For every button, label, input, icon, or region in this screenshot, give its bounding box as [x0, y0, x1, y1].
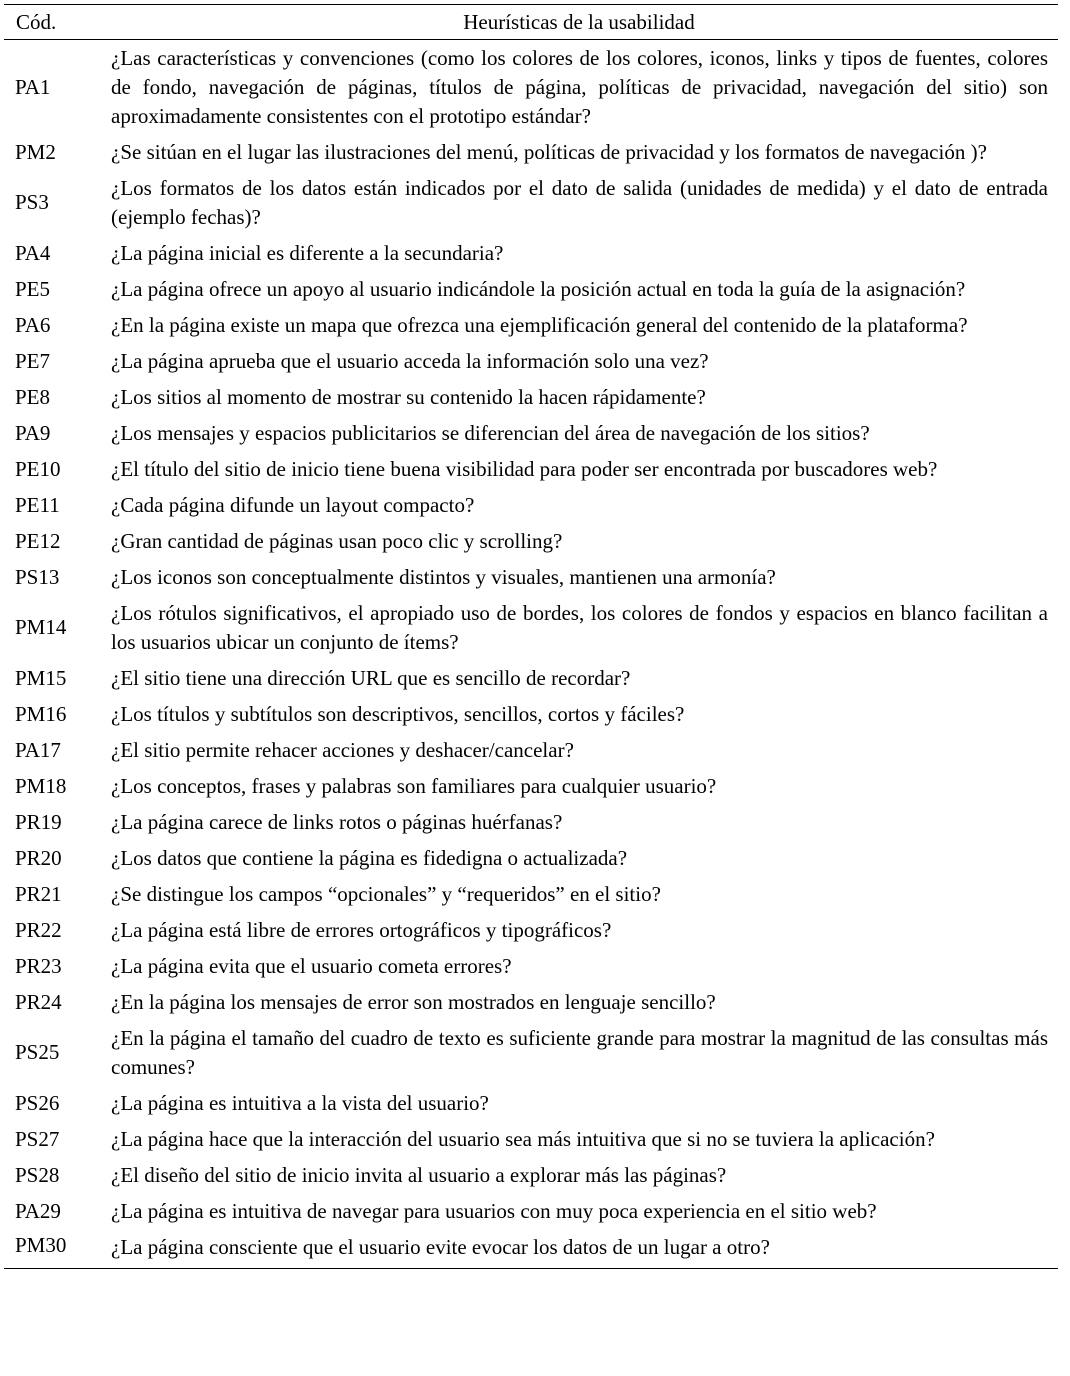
table-header [4, 5, 1058, 40]
heuristics-document [4, 4, 1058, 1269]
heuristic-code: PA1 [15, 74, 51, 99]
table-row [4, 1085, 1058, 1121]
table-row [4, 487, 1058, 523]
heuristic-question: ¿Cada página difunde un layout compacto? [111, 492, 475, 517]
table-row [4, 40, 1058, 135]
table-row [4, 415, 1058, 451]
heuristic-code: PR22 [15, 917, 62, 942]
heuristic-code: PR19 [15, 809, 62, 834]
heuristic-question: ¿El diseño del sitio de inicio invita al usuario a explorar más las páginas? [111, 1162, 727, 1187]
heuristic-code: PS28 [15, 1162, 60, 1187]
heuristic-question: ¿La página aprueba que el usuario acceda la información solo una vez? [111, 348, 709, 373]
heuristic-code: PR21 [15, 881, 62, 906]
heuristic-code: PA17 [15, 737, 61, 762]
heuristic-question: ¿Los datos que contiene la página es fidedigna o actualizada? [111, 845, 628, 870]
table-row [4, 696, 1058, 732]
heuristic-question: ¿Se distingue los campos “opcionales” y “requeridos” en el sitio? [111, 881, 661, 906]
table-row [4, 876, 1058, 912]
heuristic-code: PE7 [15, 348, 51, 373]
heuristic-question: ¿La página hace que la interacción del usuario sea más intuitiva que si no se tuviera la aplicación? [111, 1126, 935, 1151]
heuristic-code: PS26 [15, 1090, 60, 1115]
heuristic-code: PM16 [15, 701, 67, 726]
heuristic-question: ¿Gran cantidad de páginas usan poco clic y scrolling? [111, 528, 563, 553]
heuristic-question: ¿La página carece de links rotos o páginas huérfanas? [111, 809, 563, 834]
table-row [4, 912, 1058, 948]
heuristic-code: PM18 [15, 773, 67, 798]
table-row [4, 235, 1058, 271]
table-row [4, 732, 1058, 768]
heuristic-question: ¿En la página los mensajes de error son mostrados en lenguaje sencillo? [111, 989, 716, 1014]
heuristic-code: PS13 [15, 564, 60, 589]
heuristic-code: PM30 [4, 1229, 100, 1268]
table-row [4, 768, 1058, 804]
heuristic-question: ¿La página consciente que el usuario evite evocar los datos de un lugar a otro? [100, 1229, 1058, 1268]
table-row [4, 134, 1058, 170]
code-column-header: Cód. [4, 5, 100, 40]
table-row [4, 595, 1058, 660]
heuristic-code: PE12 [15, 528, 61, 553]
heuristic-code: PS3 [15, 190, 49, 214]
heuristic-code: PM14 [15, 615, 67, 639]
heuristic-question: ¿En la página el tamaño del cuadro de texto es suficiente grande para mostrar la magnitud de las consultas más comunes? [111, 1025, 1048, 1079]
table-row [4, 343, 1058, 379]
heuristic-question: ¿Los sitios al momento de mostrar su contenido la hacen rápidamente? [111, 384, 706, 409]
table-row [4, 948, 1058, 984]
header-row [4, 5, 1058, 40]
heuristic-question: ¿La página está libre de errores ortográficos y tipográficos? [111, 917, 612, 942]
table-row [4, 660, 1058, 696]
table-row [4, 307, 1058, 343]
table-row [4, 840, 1058, 876]
table-row [4, 1193, 1058, 1229]
heuristic-question: ¿Las características y convenciones (como los colores de los colores, iconos, links y tipos de fuentes, colores de fondo, navegación de páginas, títulos de página, políticas de privacidad, navegación del sitio) son aproximadamente consistentes con el prototipo estándar? [111, 45, 1048, 128]
heuristic-question: ¿El sitio permite rehacer acciones y deshacer/cancelar? [111, 737, 574, 762]
table-row [4, 170, 1058, 235]
heuristic-code: PM2 [15, 139, 56, 164]
heuristic-question: ¿Los rótulos significativos, el apropiado uso de bordes, los colores de fondos y espacios en blanco facilitan a los usuarios ubicar un conjunto de ítems? [111, 600, 1048, 654]
table-row [4, 559, 1058, 595]
table-row [4, 451, 1058, 487]
heuristic-code: PE10 [15, 456, 61, 481]
heuristic-code: PR20 [15, 845, 62, 870]
table-body [4, 40, 1058, 1269]
heuristics-table [4, 4, 1058, 1269]
heuristic-code: PE8 [15, 384, 51, 409]
table-row [4, 379, 1058, 415]
table-row [4, 1020, 1058, 1085]
heuristic-question: ¿Los formatos de los datos están indicados por el dato de salida (unidades de medida) y el dato de entrada (ejemplo fechas)? [111, 175, 1048, 229]
table-row [4, 271, 1058, 307]
heuristic-question: ¿La página ofrece un apoyo al usuario indicándole la posición actual en toda la guía de la asignación? [111, 276, 966, 301]
heuristic-code: PA29 [15, 1198, 61, 1223]
heuristic-question: ¿La página evita que el usuario cometa errores? [111, 953, 512, 978]
heuristic-code: PA4 [15, 240, 51, 265]
heuristic-question: ¿Los conceptos, frases y palabras son familiares para cualquier usuario? [111, 773, 717, 798]
heuristic-question: ¿Los iconos son conceptualmente distintos y visuales, mantienen una armonía? [111, 564, 776, 589]
heuristic-code: PE11 [15, 492, 60, 517]
heuristic-code: PM15 [15, 665, 67, 690]
heuristic-question: ¿Los títulos y subtítulos son descriptivos, sencillos, cortos y fáciles? [111, 701, 685, 726]
heuristic-code: PE5 [15, 276, 51, 301]
heuristic-code: PA6 [15, 312, 51, 337]
table-row [4, 1229, 1058, 1268]
heuristic-code: PS25 [15, 1040, 60, 1064]
heuristic-question: ¿El título del sitio de inicio tiene buena visibilidad para poder ser encontrada por buscadores web? [111, 456, 938, 481]
heuristic-question: ¿Se sitúan en el lugar las ilustraciones del menú, políticas de privacidad y los formatos de navegación )? [111, 139, 987, 164]
heuristics-column-header: Heurísticas de la usabilidad [100, 5, 1058, 40]
heuristic-question: ¿Los mensajes y espacios publicitarios se diferencian del área de navegación de los sitios? [111, 420, 870, 445]
heuristic-question: ¿La página es intuitiva de navegar para usuarios con muy poca experiencia en el sitio web? [111, 1198, 877, 1223]
heuristic-question: ¿La página es intuitiva a la vista del usuario? [111, 1090, 489, 1115]
table-row [4, 1121, 1058, 1157]
heuristic-code: PA9 [15, 420, 51, 445]
heuristic-code: PR24 [15, 989, 62, 1014]
heuristic-code: PR23 [15, 953, 62, 978]
table-row [4, 1157, 1058, 1193]
table-row [4, 984, 1058, 1020]
heuristic-code: PS27 [15, 1126, 60, 1151]
table-row [4, 523, 1058, 559]
heuristic-question: ¿La página inicial es diferente a la secundaria? [111, 240, 504, 265]
table-row [4, 804, 1058, 840]
heuristic-question: ¿En la página existe un mapa que ofrezca una ejemplificación general del contenido de la plataforma? [111, 312, 968, 337]
heuristic-question: ¿El sitio tiene una dirección URL que es sencillo de recordar? [111, 665, 631, 690]
